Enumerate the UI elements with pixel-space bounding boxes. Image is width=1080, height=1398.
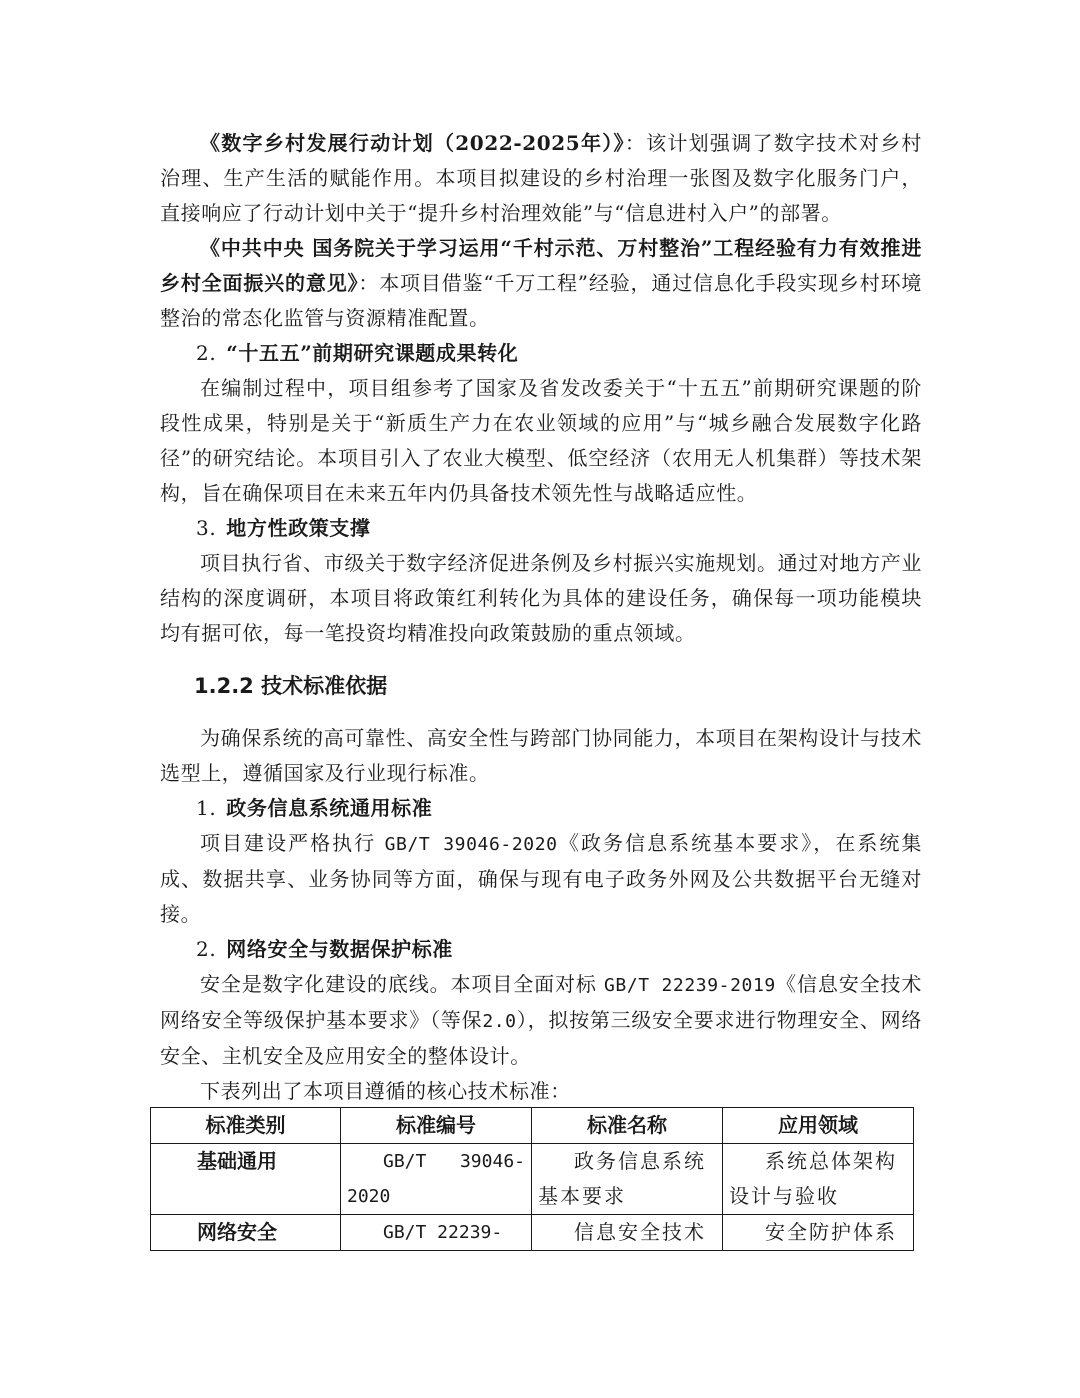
policy-title: 《数字乡村发展行动计划（2022-2025年）》 [200,131,625,155]
header-category: 标准类别 [151,1108,341,1144]
text-run: 《政务信息系统基本要求》，在系统集成、数据共享、业务协同等方面，确保与现有电子政务外网及公共数据平台无缝对接。 [160,831,922,926]
paragraph-qiancun-opinion [160,231,922,336]
subheading-15th-five-year [160,336,922,371]
subheading-title: 政务信息系统通用标准 [226,796,433,820]
table-header-row [151,1108,914,1144]
subheading-number: 2. [196,341,217,365]
text-run: 项目建设严格执行 [200,831,377,855]
section-heading-1-2-2: 1.2.2 技术标准依据 [194,674,388,698]
header-code: 标准编号 [341,1108,532,1144]
text-run: 《信息安全技术网络安全等级保护基本要求》（等保 [160,972,922,1032]
paragraph-table-intro: 下表列出了本项目遵循的核心技术标准： [200,1079,571,1103]
paragraph-digital-village-plan [160,126,922,231]
table-row [151,1144,914,1215]
paragraph-research-results: 在编制过程中，项目组参考了国家及省发改委关于“十五五”前期研究课题的阶段性成果，特别是关于“新质生产力在农业领域的应用”与“城乡融合发展数字化路径”的研究结论。本项目引入了农业大模型、低空经济（农用无人机集群）等技术架构，旨在确保项目在未来五年内仍具备技术领先性与战略适应性。 [160,376,922,505]
subheading-local-policy [160,511,922,546]
standard-code: GB/T 22239-2019 [603,975,776,996]
text-run: ），拟按第三级安全要求进行物理安全、网络安全、主机安全及应用安全的整体设计。 [160,1008,923,1068]
header-name: 标准名称 [532,1108,723,1144]
paragraph-egov-standard [160,826,922,932]
policy-title: 《中共中央 国务院关于学习运用“千村示范、万村整治”工程经验有力有效推进乡村全面振兴的意见》 [160,236,922,295]
text-run: 安全是数字化建设的底线。本项目全面对标 [200,972,597,996]
policy-text: ：该计划强调了数字技术对乡村治理、生产生活的赋能作用。本项目拟建设的乡村治理一张图及数字化服务门户，直接响应了行动计划中关于“提升乡村治理效能”与“信息进村入户”的部署。 [160,131,922,225]
policy-text: ：本项目借鉴“千万工程”经验，通过信息化手段实现乡村环境整治的常态化监管与资源精准配置。 [160,271,923,330]
paragraph-standards-intro: 为确保系统的高可靠性、高安全性与跨部门协同能力，本项目在架构设计与技术选型上，遵循国家及行业现行标准。 [160,726,922,785]
subheading-egov-standard [160,791,922,826]
standard-version: 2.0 [482,1011,517,1032]
cell-code: GB/T 22239- [341,1215,532,1251]
subheading-number: 1. [196,796,217,820]
document-page [160,126,922,1109]
standard-code: GB/T 39046-2020 [384,834,558,855]
cell-name: 政务信息系统基本要求 [532,1144,723,1215]
cell-name: 信息安全技术 [532,1215,723,1251]
cell-code: GB/T 39046-2020 [341,1144,532,1215]
cell-domain: 系统总体架构设计与验收 [723,1144,914,1215]
subheading-title: 地方性政策支撑 [226,516,371,540]
header-domain: 应用领域 [723,1108,914,1144]
cell-category: 网络安全 [151,1215,341,1251]
table-row [151,1215,914,1251]
cell-domain: 安全防护体系 [723,1215,914,1251]
cell-category: 基础通用 [151,1144,341,1215]
standards-table [150,1107,914,1251]
subheading-title: 网络安全与数据保护标准 [226,937,453,961]
paragraph-security-standard [160,967,922,1074]
paragraph-local-policy: 项目执行省、市级关于数字经济促进条例及乡村振兴实施规划。通过对地方产业结构的深度调研，本项目将政策红利转化为具体的建设任务，确保每一项功能模块均有据可依，每一笔投资均精准投向政策鼓励的重点领域。 [160,551,922,645]
subheading-number: 3. [196,516,217,540]
subheading-security-standard [160,932,922,967]
subheading-number: 2. [196,937,217,961]
subheading-title: “十五五”前期研究课题成果转化 [226,341,519,365]
